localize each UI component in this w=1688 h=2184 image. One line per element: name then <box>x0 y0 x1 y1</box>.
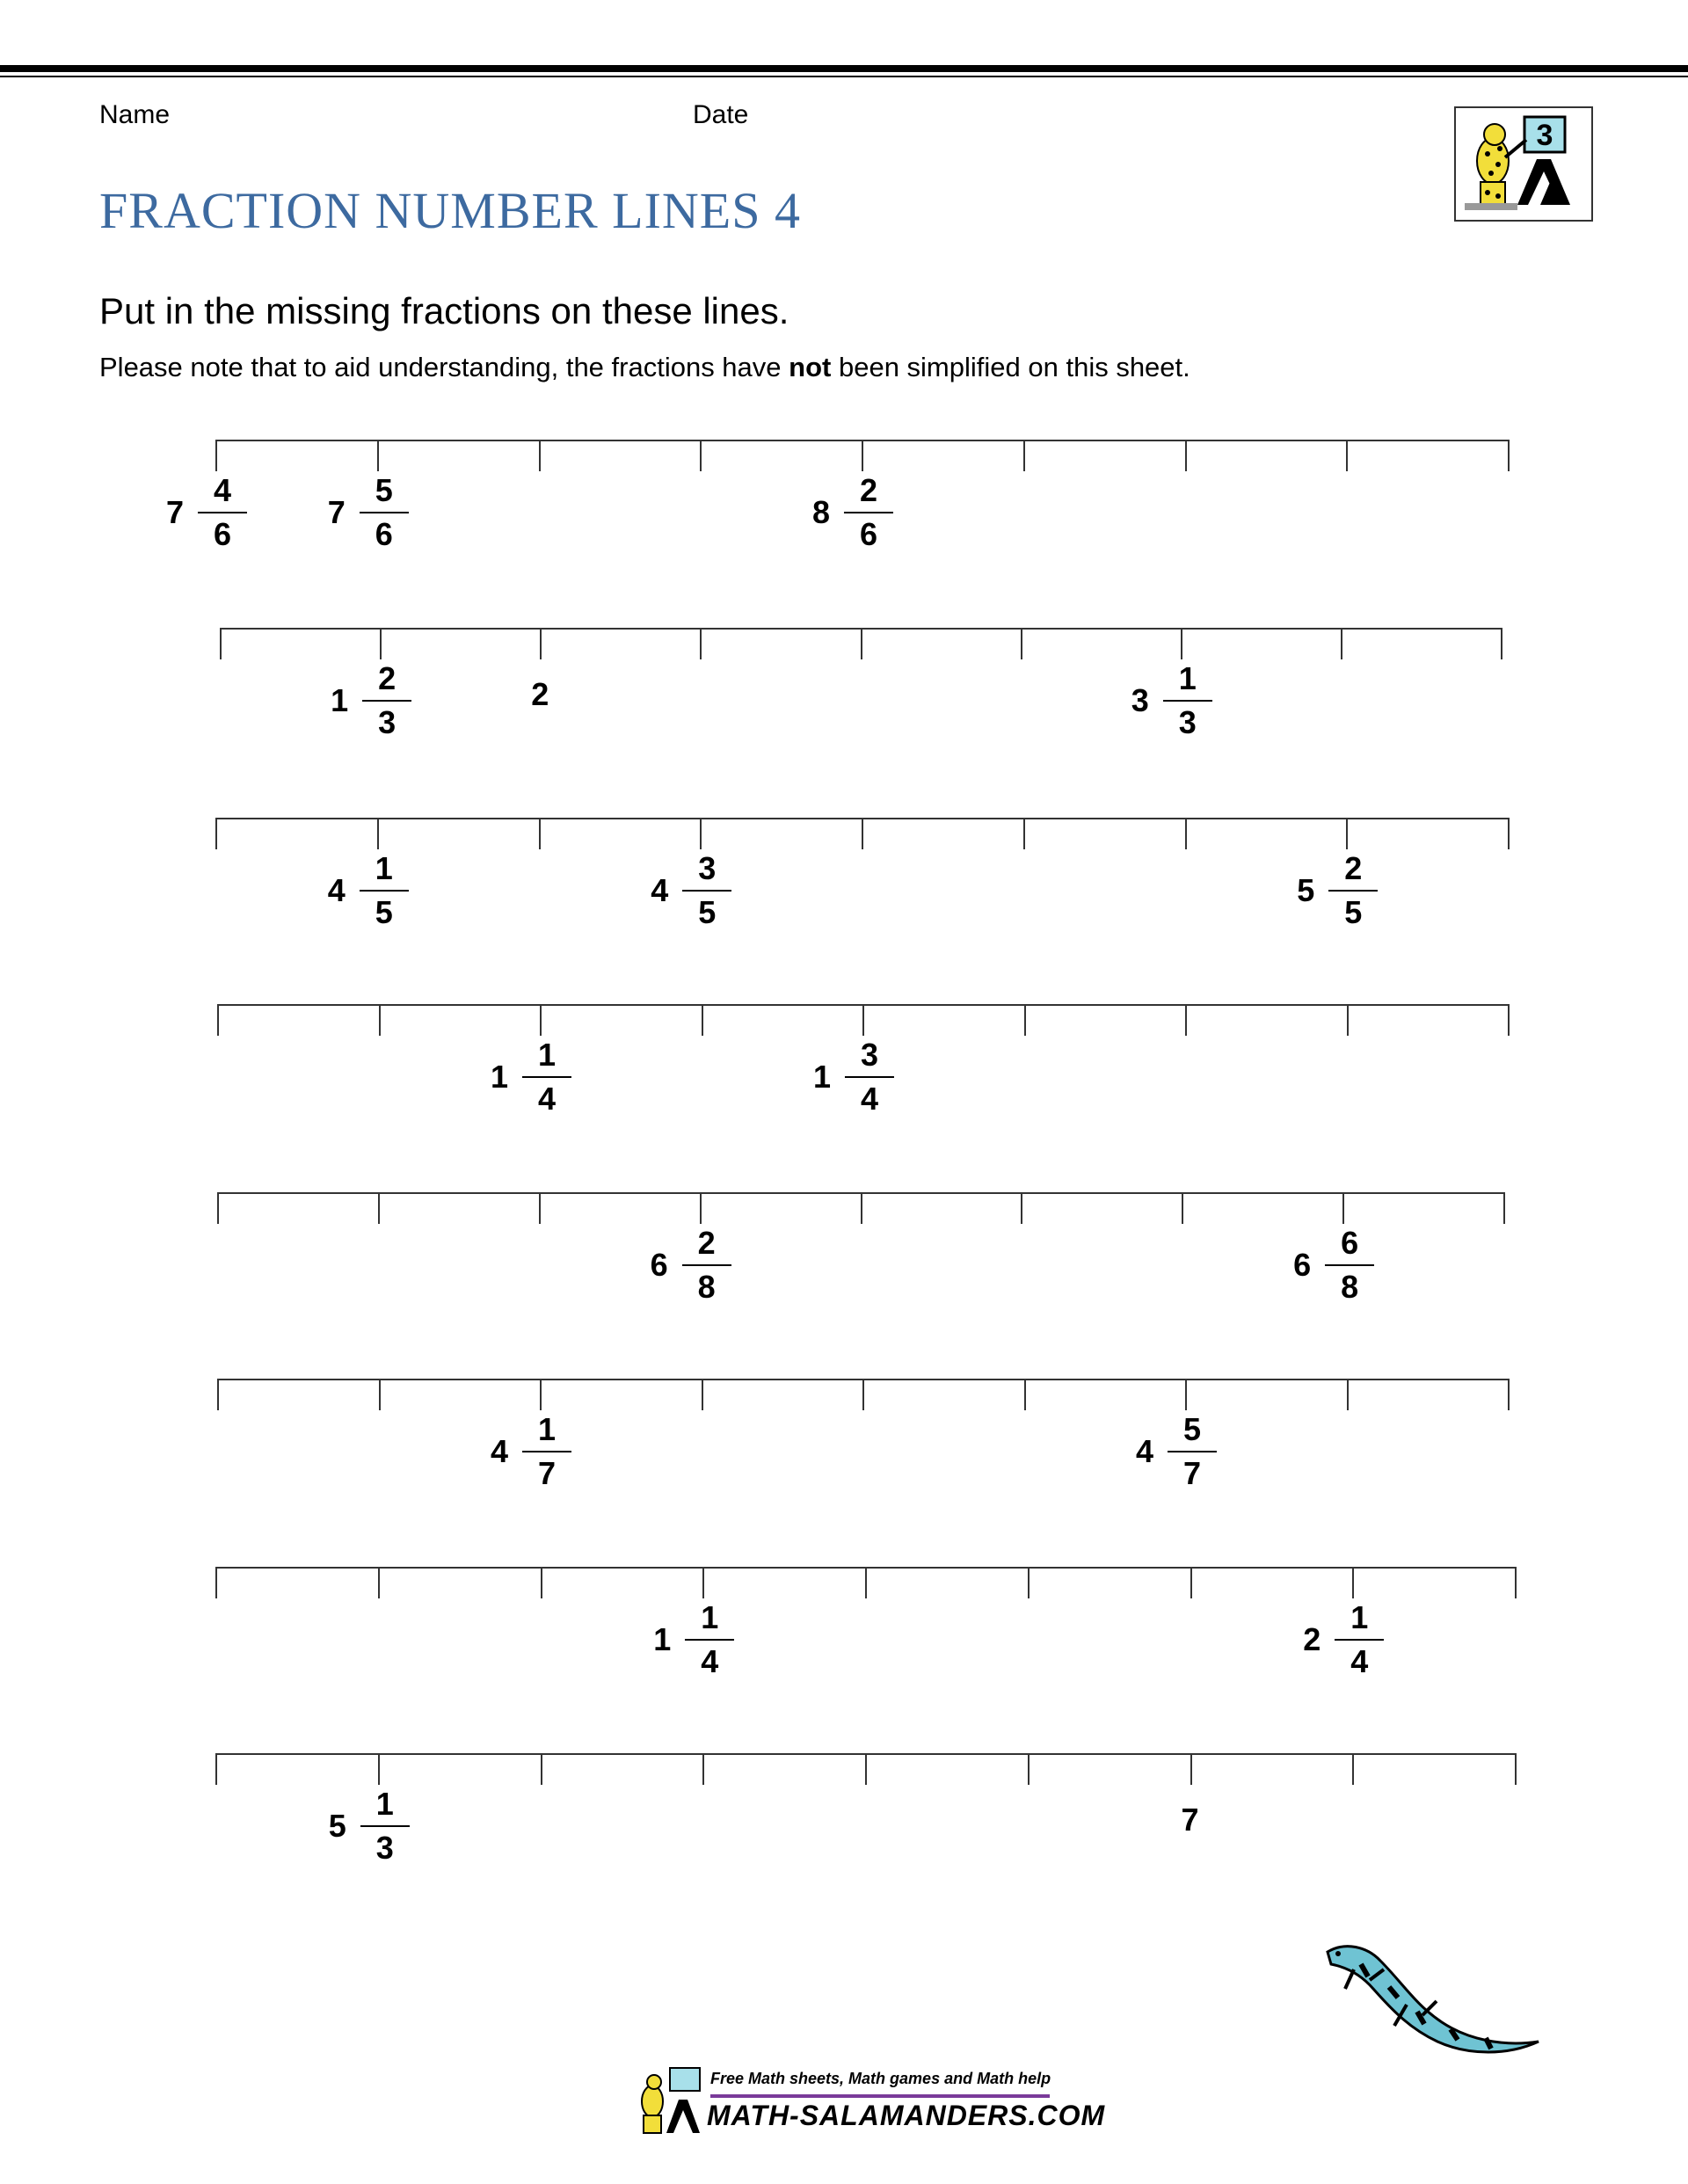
number-line-tick <box>1508 818 1510 849</box>
number-line-tick <box>1346 440 1348 471</box>
whole-part: 1 <box>331 682 349 718</box>
number-line-tick <box>1023 818 1025 849</box>
note-text-after: been simplified on this sheet. <box>831 352 1190 382</box>
footer-salamander-icon <box>631 2064 705 2138</box>
mixed-number-label <box>165 472 247 552</box>
footer-logo <box>631 2064 1106 2138</box>
number-line-tick <box>215 818 217 849</box>
fraction <box>360 850 409 930</box>
number-line-tick <box>1508 440 1510 471</box>
denominator: 8 <box>1341 1269 1359 1305</box>
mixed-number-label <box>1297 850 1378 930</box>
number-line-tick <box>862 440 863 471</box>
number-line-tick <box>380 628 382 659</box>
denominator: 7 <box>537 1455 557 1491</box>
number-line-tick <box>1182 1192 1183 1224</box>
number-line-tick <box>1352 1753 1354 1785</box>
grade-logo <box>1454 106 1593 222</box>
number-line-tick <box>1508 1004 1510 1036</box>
denominator: 4 <box>1350 1643 1369 1679</box>
numerator: 2 <box>1344 850 1363 886</box>
mixed-number-label <box>1135 1411 1217 1491</box>
number-line-tick <box>377 440 379 471</box>
number-line-tick <box>1341 628 1342 659</box>
mixed-number-label <box>490 1411 571 1491</box>
salamander-teacher-icon <box>1456 108 1591 220</box>
mixed-number-label <box>327 472 409 552</box>
number-line-tick <box>862 1379 864 1410</box>
mixed-number-label <box>331 660 411 740</box>
number-line-tick <box>862 818 863 849</box>
numerator: 5 <box>375 472 393 508</box>
whole-part: 1 <box>812 1059 831 1095</box>
numerator: 1 <box>1178 660 1197 696</box>
number-line-tick <box>1024 1004 1026 1036</box>
number-line-tick <box>540 1004 542 1036</box>
number-line-tick <box>702 1379 703 1410</box>
fraction <box>198 472 247 552</box>
whole-part: 2 <box>1303 1621 1321 1657</box>
number-line-tick <box>702 1567 704 1598</box>
number-line-tick <box>541 1567 542 1598</box>
number-line-tick <box>541 1753 542 1785</box>
number-line-tick <box>702 1004 703 1036</box>
number-line-tick <box>1023 440 1025 471</box>
mixed-number-label <box>653 1599 734 1679</box>
denominator: 8 <box>697 1269 716 1305</box>
top-rule-thin <box>0 76 1688 77</box>
numerator: 1 <box>375 1786 394 1822</box>
denominator: 3 <box>1178 704 1197 740</box>
number-line-tick <box>1501 628 1502 659</box>
number-line-tick <box>700 1192 702 1224</box>
number-line-tick <box>1503 1192 1505 1224</box>
mixed-number-label <box>651 850 731 930</box>
mixed-number-label <box>1131 660 1212 740</box>
number-line-tick <box>220 628 222 659</box>
number-line-tick <box>378 1753 380 1785</box>
number-line-tick <box>700 818 702 849</box>
date-label: Date <box>693 100 749 129</box>
denominator: 3 <box>378 704 397 740</box>
denominator: 6 <box>213 516 232 552</box>
fraction <box>682 850 731 930</box>
number-line-tick <box>862 1004 864 1036</box>
number-line-tick <box>1190 1753 1192 1785</box>
mixed-number-label <box>329 1788 410 1864</box>
numerator: 5 <box>1182 1411 1202 1447</box>
whole-number-label: 2 <box>531 676 549 712</box>
note-text-bold: not <box>789 352 832 382</box>
number-line-tick <box>378 1192 380 1224</box>
number-line-tick <box>1508 1379 1510 1410</box>
name-label: Name <box>99 100 171 129</box>
number-line-tick <box>861 628 862 659</box>
number-line-tick <box>540 1379 542 1410</box>
number-line-tick <box>700 628 702 659</box>
numerator: 1 <box>537 1037 557 1073</box>
number-line-tick <box>215 1567 217 1598</box>
number-line-tick <box>861 1192 862 1224</box>
footer-rule <box>710 2094 1050 2098</box>
denominator: 3 <box>375 1830 394 1866</box>
denominator: 4 <box>701 1643 719 1679</box>
whole-part: 6 <box>650 1247 668 1283</box>
denominator: 7 <box>1182 1455 1202 1491</box>
footer-tagline: Free Math sheets, Math games and Math help <box>710 2070 1051 2087</box>
fraction <box>845 1039 894 1115</box>
salamander-icon <box>1319 1934 1547 2075</box>
denominator: 5 <box>1344 894 1363 930</box>
number-line-tick <box>1021 628 1022 659</box>
denominator: 4 <box>537 1081 557 1117</box>
number-line-tick <box>1515 1567 1517 1598</box>
number-line-tick <box>700 440 702 471</box>
numerator: 1 <box>701 1599 719 1635</box>
number-line-tick <box>217 1192 219 1224</box>
fraction <box>1168 1411 1217 1491</box>
fraction <box>685 1599 734 1679</box>
number-line-tick <box>540 628 542 659</box>
number-line-tick <box>215 1753 217 1785</box>
fraction <box>1163 660 1212 740</box>
whole-part: 1 <box>653 1621 672 1657</box>
numerator: 1 <box>375 850 393 886</box>
denominator: 5 <box>698 894 717 930</box>
number-line-tick <box>539 818 541 849</box>
numerator: 4 <box>213 472 232 508</box>
number-line-tick <box>1185 1379 1187 1410</box>
number-line-tick <box>1347 1004 1349 1036</box>
mixed-number-label <box>811 472 893 552</box>
whole-part: 5 <box>1297 872 1315 908</box>
number-line-tick <box>1190 1567 1192 1598</box>
whole-part: 5 <box>328 1808 346 1844</box>
number-line-tick <box>1185 1004 1187 1036</box>
numerator: 2 <box>697 1225 716 1261</box>
number-line-tick <box>215 440 217 471</box>
fraction <box>360 472 409 552</box>
whole-part: 1 <box>490 1059 508 1095</box>
whole-part: 4 <box>490 1433 508 1469</box>
number-line-tick <box>1352 1567 1354 1598</box>
numerator: 1 <box>1350 1599 1369 1635</box>
denominator: 4 <box>860 1081 879 1117</box>
numerator: 3 <box>860 1037 879 1073</box>
instruction-main: Put in the missing fractions on these lines. <box>99 290 789 331</box>
fraction <box>362 660 411 740</box>
number-line-tick <box>702 1753 704 1785</box>
number-line-tick <box>865 1753 867 1785</box>
mixed-number-label <box>1293 1227 1374 1303</box>
number-line-tick <box>1185 440 1187 471</box>
whole-part: 4 <box>1135 1433 1153 1469</box>
number-line-tick <box>1515 1753 1517 1785</box>
note-text-before: Please note that to aid understanding, the fractions have <box>99 352 789 382</box>
number-line-tick <box>1028 1753 1030 1785</box>
number-line-tick <box>1024 1379 1026 1410</box>
number-line-tick <box>1181 628 1182 659</box>
number-line-tick <box>539 440 541 471</box>
number-line-tick <box>378 1567 380 1598</box>
whole-part: 4 <box>651 872 669 908</box>
whole-part: 3 <box>1131 682 1149 718</box>
fraction <box>1335 1599 1384 1679</box>
number-line-tick <box>377 818 379 849</box>
denominator: 5 <box>375 894 393 930</box>
denominator: 6 <box>375 516 393 552</box>
number-line-tick <box>217 1004 219 1036</box>
number-line-tick <box>539 1192 541 1224</box>
fraction <box>1325 1227 1374 1303</box>
denominator: 6 <box>859 516 878 552</box>
whole-part: 4 <box>327 872 346 908</box>
page-title: FRACTION NUMBER LINES 4 <box>99 182 801 239</box>
number-line-tick <box>379 1379 381 1410</box>
fraction <box>682 1227 731 1303</box>
number-line-tick <box>1021 1192 1022 1224</box>
number-line-tick <box>379 1004 381 1036</box>
number-line-tick <box>1342 1192 1344 1224</box>
fraction <box>360 1788 410 1864</box>
mixed-number-label <box>1303 1599 1384 1679</box>
numerator: 3 <box>698 850 717 886</box>
number-line-tick <box>1185 818 1187 849</box>
number-line-tick <box>1028 1567 1030 1598</box>
whole-part: 7 <box>165 494 184 530</box>
footer-site: MATH-SALAMANDERS.COM <box>707 2100 1106 2131</box>
number-line-tick <box>865 1567 867 1598</box>
fraction <box>844 472 893 552</box>
numerator: 6 <box>1341 1225 1359 1261</box>
mixed-number-label <box>491 1039 571 1115</box>
fraction <box>522 1411 571 1491</box>
fraction <box>1328 850 1378 930</box>
mixed-number-label <box>327 850 409 930</box>
numerator: 2 <box>378 660 397 696</box>
mixed-number-label <box>813 1039 894 1115</box>
number-line-tick <box>1347 1379 1349 1410</box>
mixed-number-label <box>651 1227 731 1303</box>
whole-part: 6 <box>1293 1247 1312 1283</box>
number-line-tick <box>217 1379 219 1410</box>
numerator: 2 <box>859 472 878 508</box>
number-line-tick <box>1346 818 1348 849</box>
grade-number: 3 <box>1536 119 1553 152</box>
top-rule-thick <box>0 65 1688 72</box>
numerator: 1 <box>537 1411 557 1447</box>
whole-number-label: 7 <box>1181 1802 1199 1838</box>
fraction <box>522 1039 571 1115</box>
instruction-note <box>99 352 1190 383</box>
whole-part: 8 <box>811 494 830 530</box>
whole-part: 7 <box>327 494 346 530</box>
